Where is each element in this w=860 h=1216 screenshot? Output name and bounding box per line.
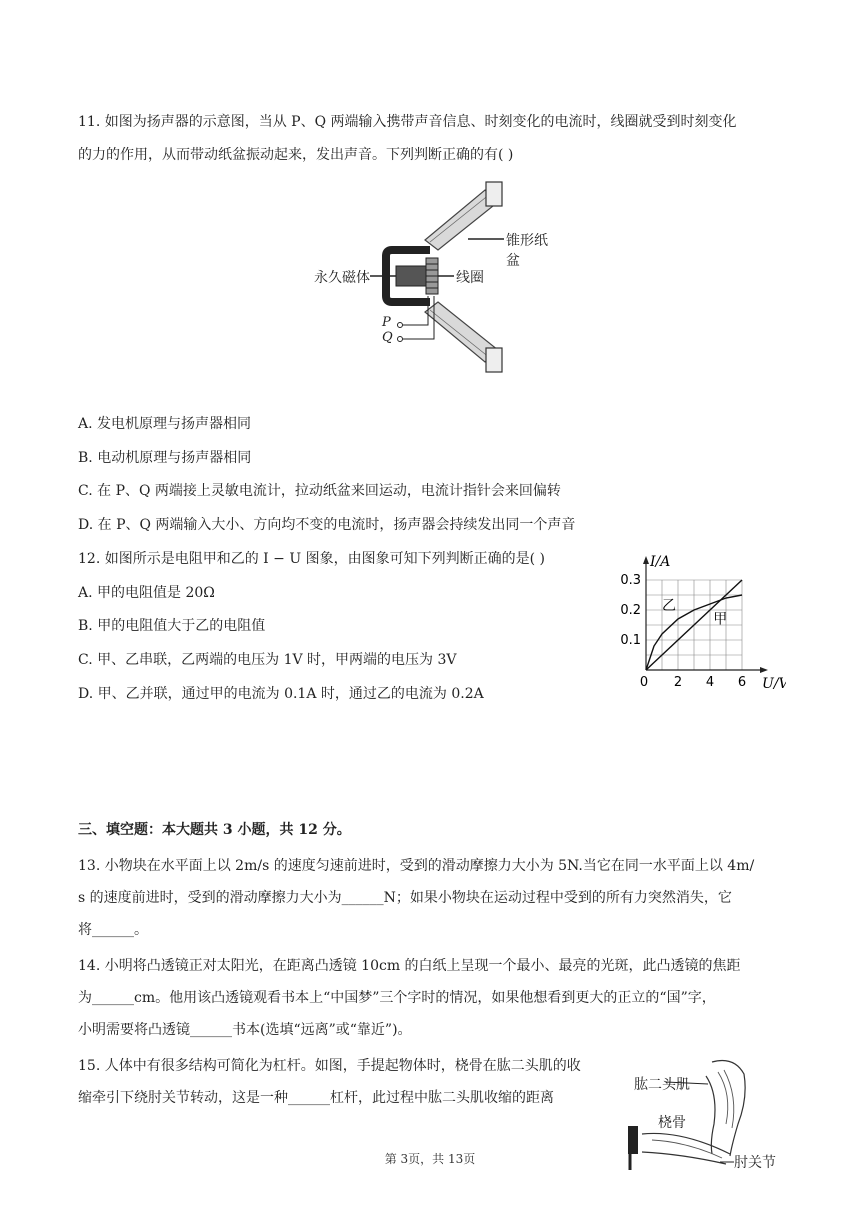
q12-stem: 12. 如图所示是电阻甲和乙的 I − U 图象，由图象可知下列判断正确的是( ) (78, 551, 545, 567)
q11-option-d: D. 在 P、Q 两端输入大小、方向均不变的电流时，扬声器会持续发出同一个声音 (78, 517, 576, 533)
q15-line1: 15. 人体中有很多结构可简化为杠杆。如图，手提起物体时，桡骨在肱二头肌的收 (78, 1058, 581, 1074)
q13-line2: s 的速度前进时，受到的滑动摩擦力大小为______N；如果小物块在运动过程中受到的所有力突然消失，它 (78, 890, 732, 906)
iu-chart (616, 548, 786, 698)
label-radius: 桡骨 (658, 1115, 686, 1131)
q15-line2: 缩牵引下绕肘关节转动，这是一种______杠杆，此过程中肱二头肌收缩的距离 (78, 1090, 554, 1106)
label-p: P (382, 315, 391, 330)
y-tick-label: 0.2 (620, 603, 641, 618)
section-heading: 三、填空题：本大题共 3 小题，共 12 分。 (78, 822, 351, 838)
label-cone: 锥形纸盆 (506, 233, 548, 269)
q14-line1: 14. 小明将凸透镜正对太阳光，在距离凸透镜 10cm 的白纸上呈现一个最小、最亮的光斑，此凸透镜的焦距 (78, 958, 741, 974)
q12-option-c: C. 甲、乙串联，乙两端的电压为 1V 时，甲两端的电压为 3V (78, 652, 457, 668)
x-tick-label: 6 (737, 675, 747, 690)
label-magnet: 永久磁体 (314, 270, 370, 286)
y-axis-arrow (643, 556, 649, 564)
label-q: Q (382, 330, 393, 345)
y-tick-label: 0.1 (620, 633, 641, 648)
series-label-yi: 乙 (662, 598, 676, 614)
q11-option-a: A. 发电机原理与扬声器相同 (78, 416, 252, 432)
q11-stem-line1: 11. 如图为扬声器的示意图，当从 P、Q 两端输入携带声音信息、时刻变化的电流时，线圈就受到时刻变化 (78, 114, 737, 130)
q12-option-b: B. 甲的电阻值大于乙的电阻值 (78, 618, 266, 634)
x-tick-label: 0 (639, 675, 649, 690)
x-axis-arrow (760, 667, 768, 673)
q11-option-c: C. 在 P、Q 两端接上灵敏电流计，拉动纸盆来回运动，电流计指针会来回偏转 (78, 483, 561, 499)
q12-option-a: A. 甲的电阻值是 20Ω (78, 585, 215, 601)
label-biceps: 肱二头肌 (634, 1077, 690, 1093)
q11-stem-line2: 的力的作用，从而带动纸盆振动起来，发出声音。下列判断正确的有( ) (78, 147, 514, 163)
label-elbow: 肘关节 (734, 1155, 776, 1171)
q14-line3: 小明需要将凸透镜______书本(选填“远离”或“靠近”)。 (78, 1022, 412, 1038)
page-footer: 第 3页，共 13页 (384, 1152, 476, 1166)
x-axis-label: U/V (762, 676, 786, 692)
y-axis-label: I/A (650, 554, 671, 570)
q11-option-b: B. 电动机原理与扬声器相同 (78, 450, 252, 466)
x-tick-label: 4 (705, 675, 715, 690)
speaker-diagram (300, 172, 560, 380)
x-tick-label: 2 (673, 675, 683, 690)
q14-line2: 为______cm。他用该凸透镜观看书本上“中国梦”三个字时的情况，如果他想看到更大的正立的“国”字， (78, 990, 716, 1006)
q12-option-d: D. 甲、乙并联，通过甲的电流为 0.1A 时，通过乙的电流为 0.2A (78, 686, 484, 702)
q13-line1: 13. 小物块在水平面上以 2m/s 的速度匀速前进时，受到的滑动摩擦力大小为 5N.当它在同一水平面上以 4m/ (78, 858, 755, 874)
series-label-jia: 甲 (713, 611, 728, 628)
label-coil: 线圈 (456, 270, 484, 286)
q13-line3: 将______。 (78, 922, 148, 938)
y-tick-label: 0.3 (620, 573, 641, 588)
